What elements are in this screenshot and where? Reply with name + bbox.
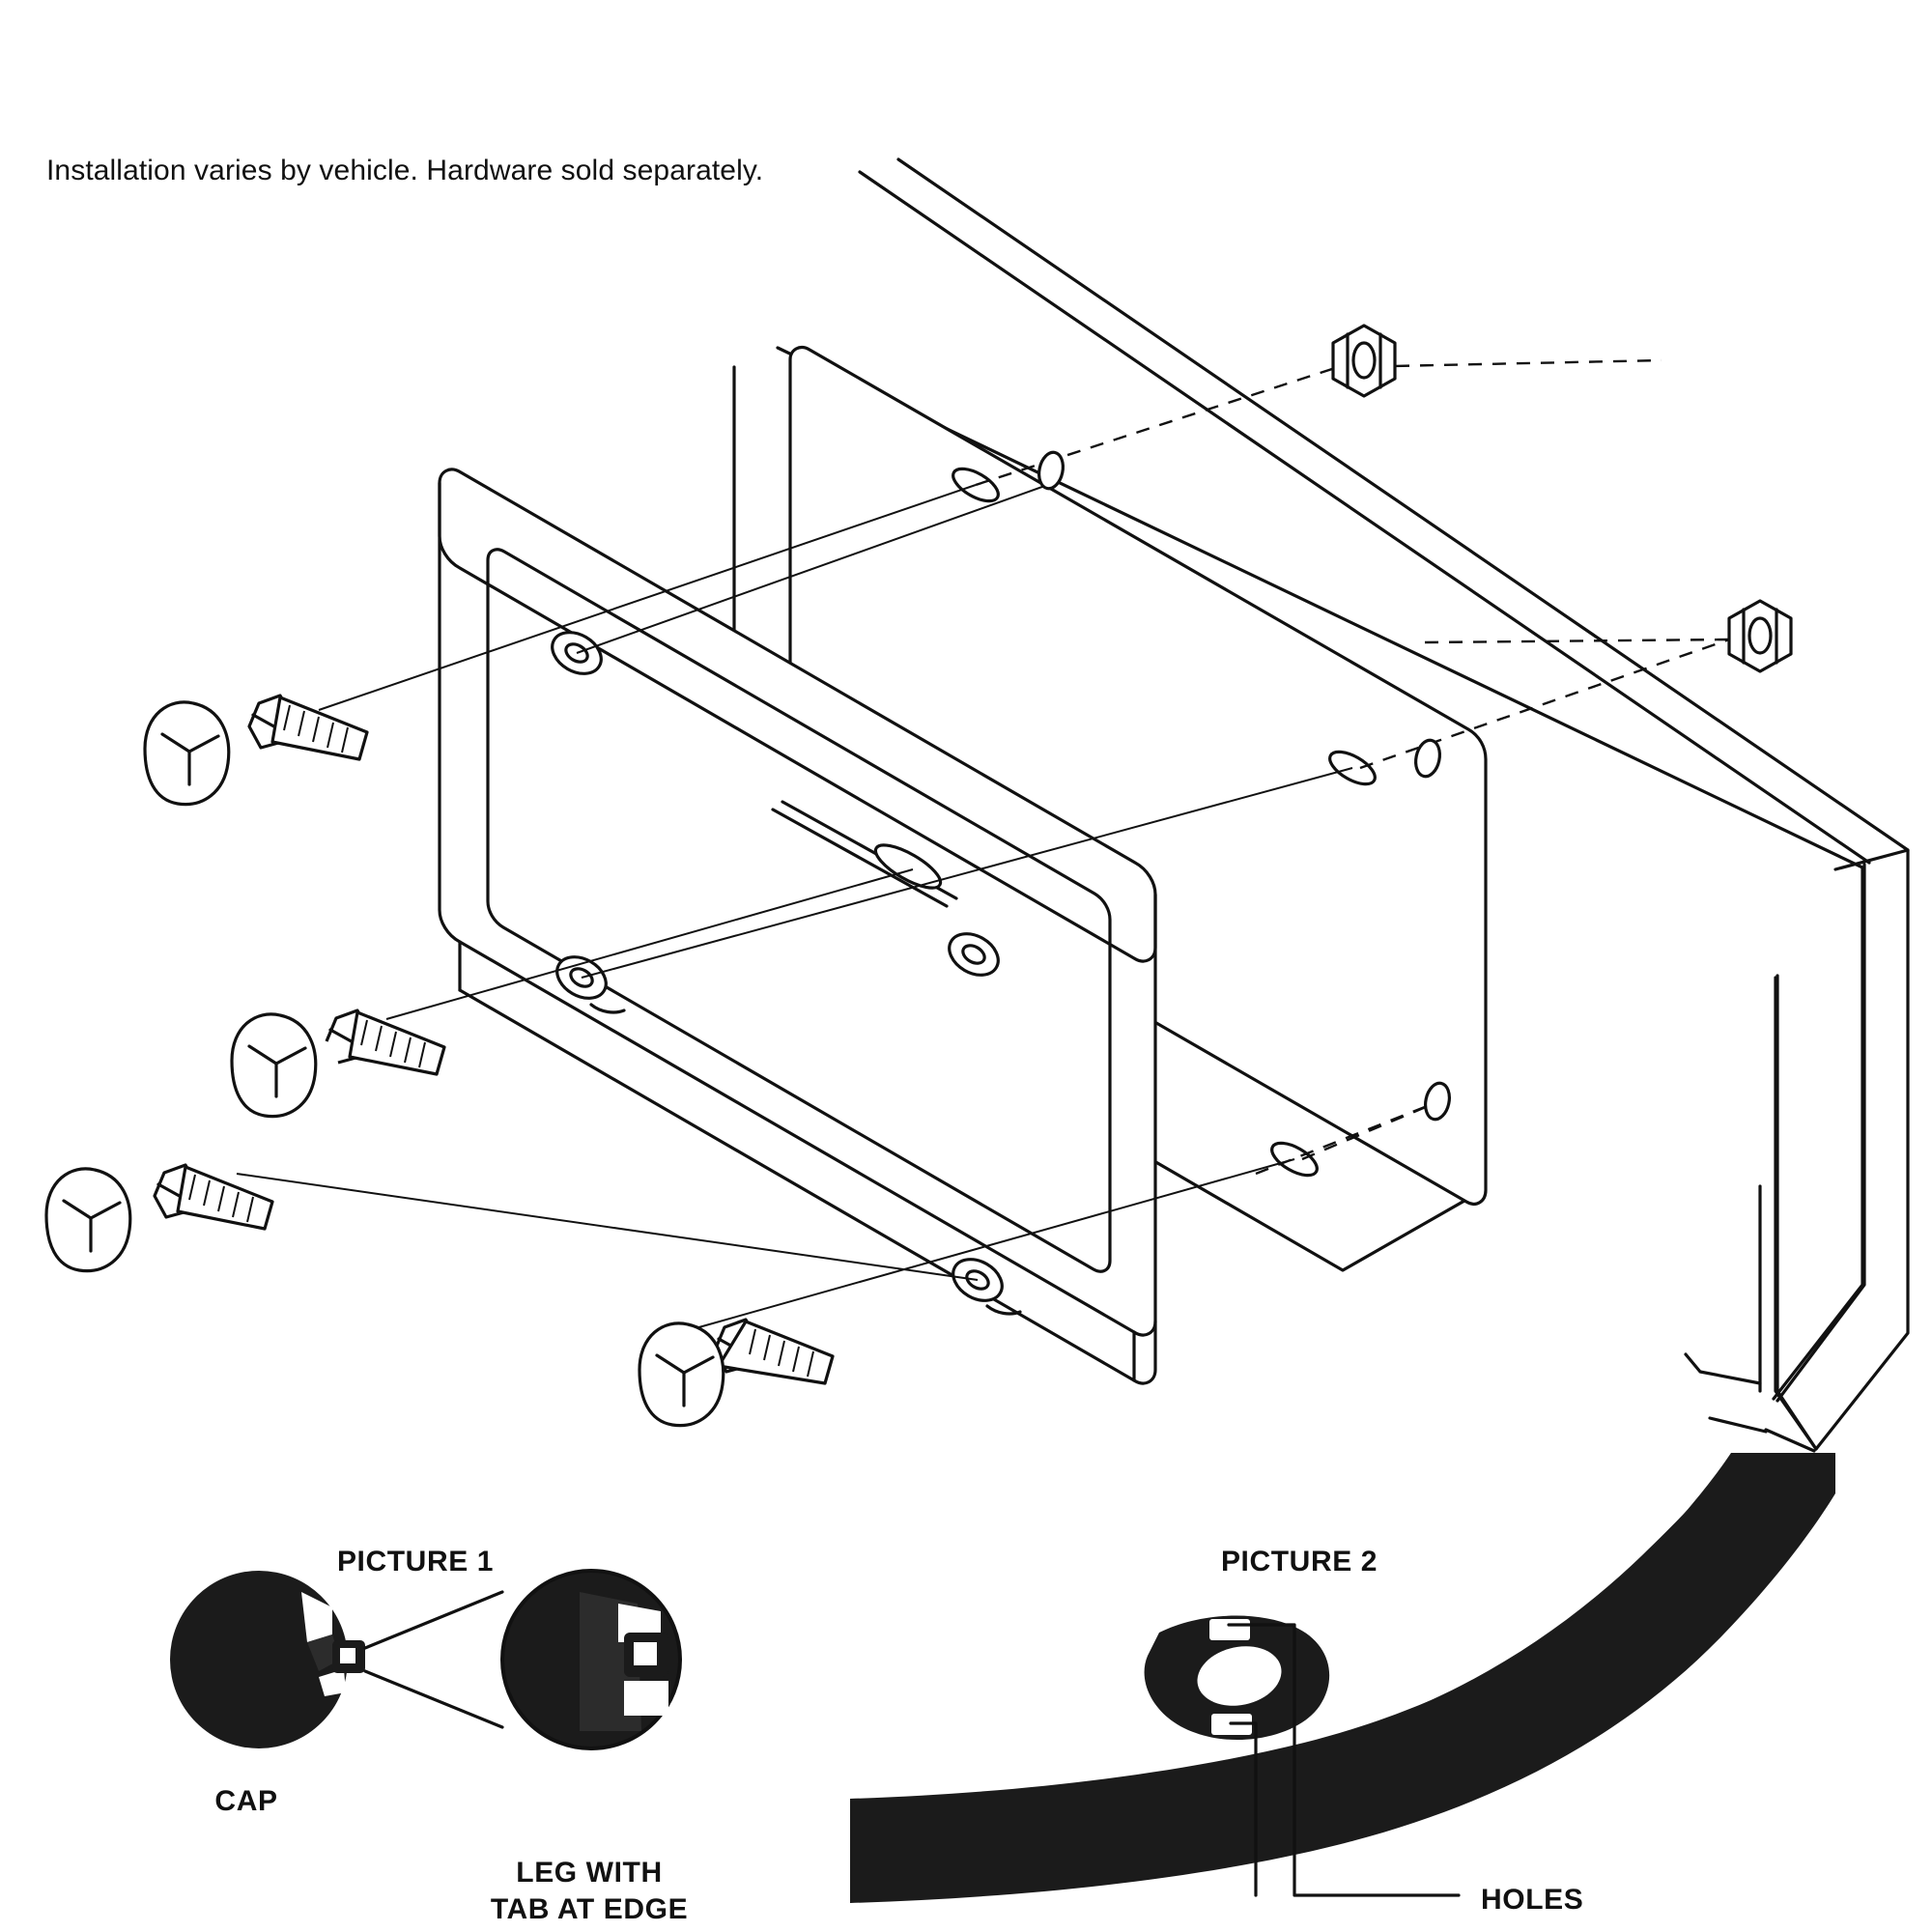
screw-2 — [327, 1010, 444, 1074]
installation-note: Installation varies by vehicle. Hardware sold separately. — [46, 155, 764, 186]
screw-4 — [715, 1320, 833, 1383]
picture2-illustration — [850, 1453, 1835, 1903]
nut-middle — [1729, 601, 1791, 671]
cap-1 — [145, 702, 229, 805]
picture2-title: PICTURE 2 — [1220, 1546, 1378, 1577]
cap-label: CAP — [214, 1785, 278, 1817]
cap-3 — [46, 1169, 130, 1271]
picture1-title: PICTURE 1 — [336, 1546, 495, 1577]
leg-label-line1: LEG WITH — [516, 1857, 663, 1889]
screw-1 — [249, 696, 367, 759]
leg-label-line2: TAB AT EDGE — [490, 1892, 689, 1925]
nut-top — [1333, 326, 1395, 396]
holes-label: HOLES — [1481, 1884, 1584, 1916]
cap-4 — [639, 1323, 724, 1426]
cap-2 — [232, 1014, 316, 1117]
screw-3 — [155, 1165, 272, 1229]
picture1-illustration — [170, 1571, 680, 1748]
leg-with-tab-label — [491, 1855, 688, 1927]
